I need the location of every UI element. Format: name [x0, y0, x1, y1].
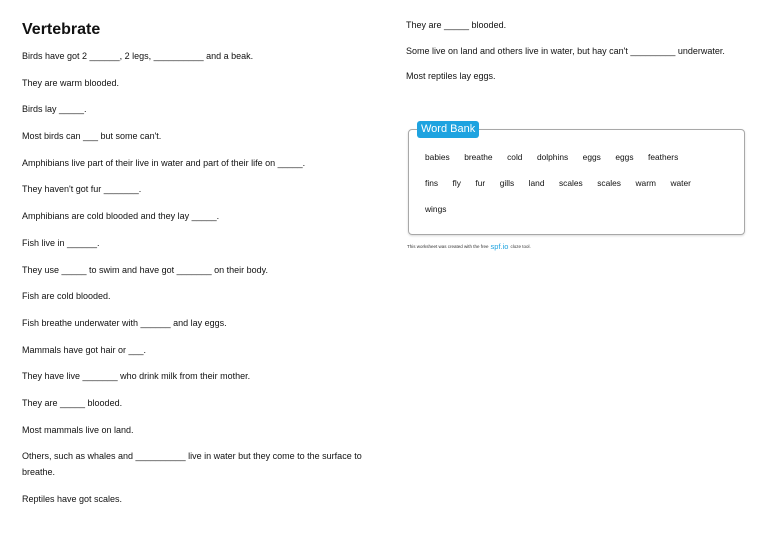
worksheet-line: Most mammals live on land. — [22, 424, 134, 435]
worksheet-line: Amphibians are cold blooded and they lay _____. — [22, 211, 220, 222]
word-bank-label: Word Bank — [417, 121, 479, 138]
page-title: Vertebrate — [22, 21, 101, 38]
word-bank-word: breathe — [464, 152, 493, 162]
worksheet-line: They use _____ to swim and have got _______ on their body. — [22, 264, 269, 275]
spfio-logo[interactable]: spf.io — [490, 242, 509, 251]
word-bank-word: wings — [425, 204, 447, 214]
word-bank-word: cold — [507, 152, 523, 162]
word-bank-word: dolphins — [536, 152, 569, 162]
footer-text: This worksheet was created with the free — [407, 244, 489, 249]
word-bank-word: feathers — [648, 152, 679, 162]
worksheet-line: Amphibians live part of their live in water and part of their life on _____. — [22, 157, 306, 168]
word-bank-word: fly — [452, 178, 461, 188]
worksheet-line: They are _____ blooded. — [22, 397, 123, 408]
left-column — [22, 49, 377, 518]
word-bank-row — [425, 178, 735, 204]
word-bank — [408, 123, 745, 235]
word-bank-word: fur — [475, 178, 486, 188]
word-bank-word: scales — [558, 178, 583, 188]
word-bank-word: warm — [635, 178, 656, 188]
worksheet-line: Fish are cold blooded. — [22, 291, 111, 302]
worksheet-line: They haven't got fur _______. — [22, 184, 142, 195]
word-bank-word: eggs — [582, 152, 601, 162]
word-bank-row — [425, 152, 735, 178]
word-bank-word: fins — [425, 178, 439, 188]
worksheet-line: Birds have got 2 ______, 2 legs, __________ and a beak. — [22, 51, 254, 61]
worksheet-line: Birds lay _____. — [22, 104, 87, 115]
word-bank-word: gills — [499, 178, 515, 188]
worksheet-line: They are warm blooded. — [22, 77, 120, 88]
word-bank-row — [425, 204, 735, 230]
worksheet-line: Mammals have got hair or ___. — [22, 344, 147, 355]
worksheet-line: Fish live in ______. — [22, 237, 100, 248]
footer-suffix: cloze tool. — [510, 244, 531, 249]
word-bank-word: water — [670, 178, 691, 188]
worksheet-line: Most reptiles lay eggs. — [406, 71, 496, 81]
worksheet-line: They have live _______ who drink milk from their mother. — [22, 371, 251, 382]
word-bank-word: eggs — [615, 152, 634, 162]
worksheet-line: Fish breathe underwater with ______ and lay eggs. — [22, 317, 227, 328]
right-column — [406, 18, 746, 95]
worksheet-line: Some live on land and others live in water, but hay can't _________ underwater. — [406, 45, 725, 56]
word-bank-words — [425, 152, 735, 230]
worksheet-line: Reptiles have got scales. — [22, 493, 123, 504]
word-bank-word: land — [528, 178, 545, 188]
word-bank-word: scales — [597, 178, 621, 188]
worksheet-line: They are _____ blooded. — [406, 20, 507, 30]
worksheet-line: Most birds can ___ but some can't. — [22, 131, 162, 142]
worksheet-line: Others, such as whales and __________ live in water but they come to the surface to breathe. — [22, 451, 362, 477]
footer-credit — [407, 242, 531, 251]
word-bank-word: babies — [425, 152, 450, 162]
